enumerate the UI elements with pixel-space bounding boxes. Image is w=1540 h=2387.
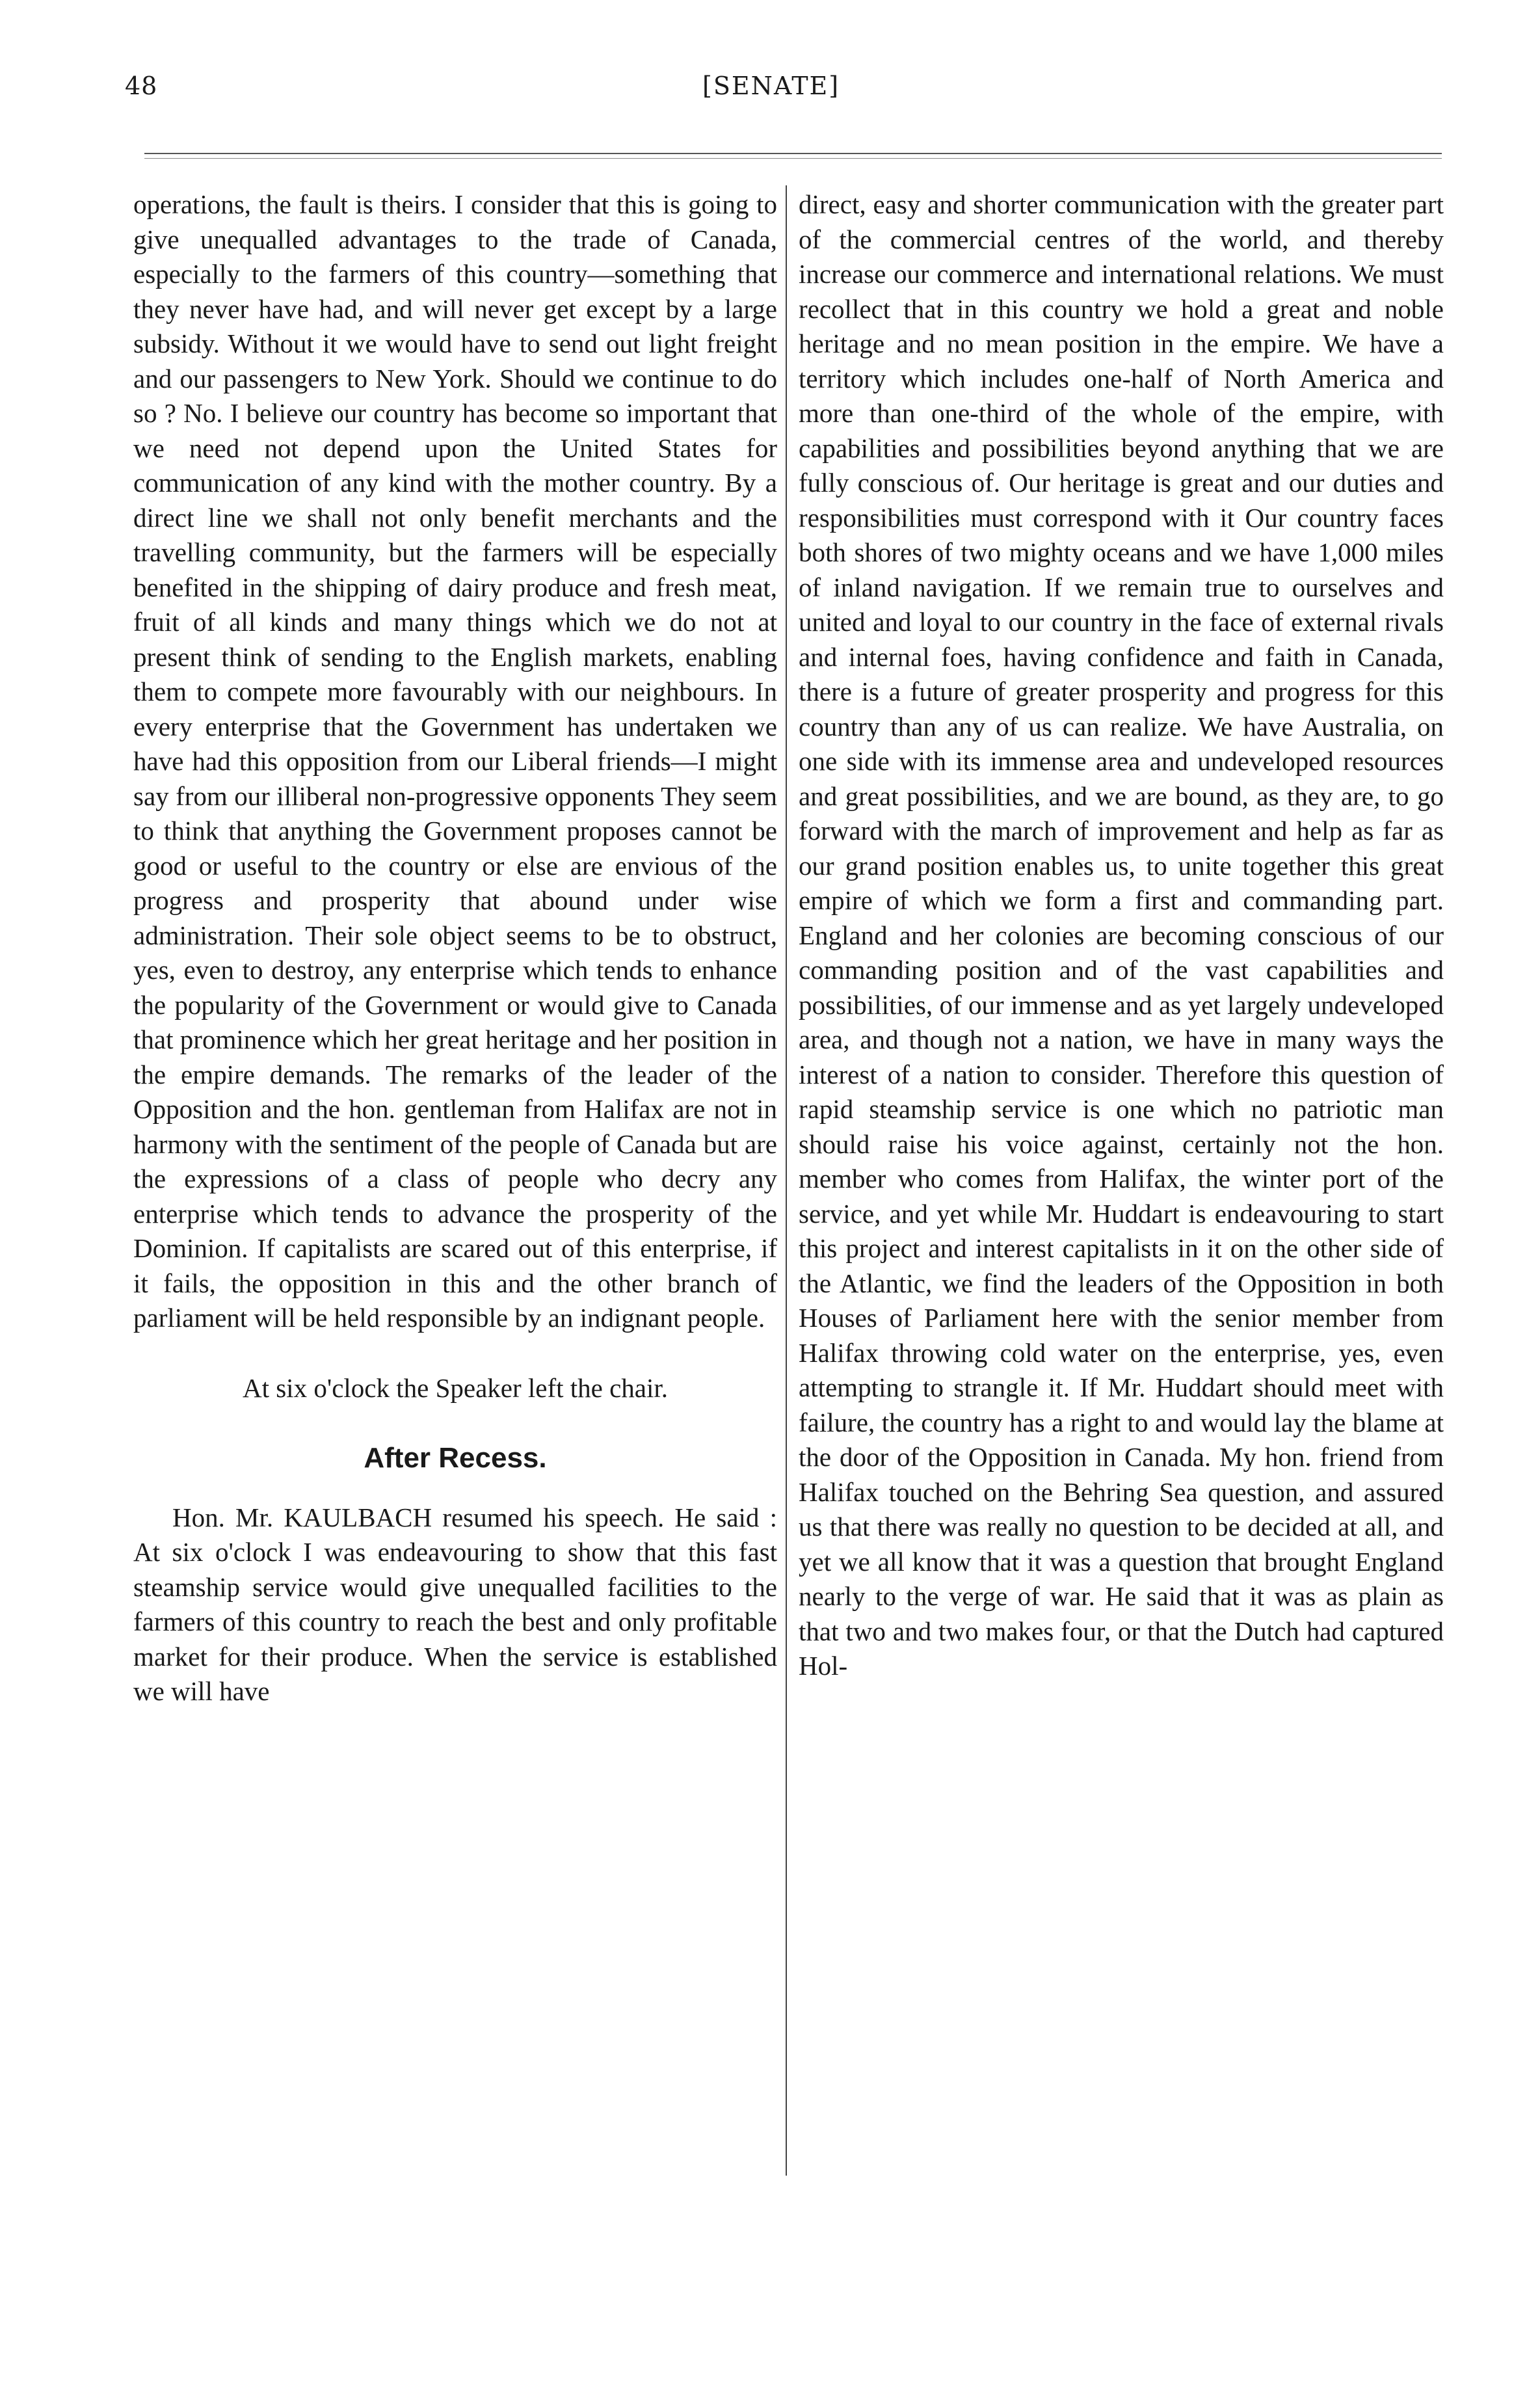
page-header (0, 72, 1540, 111)
left-column (133, 187, 777, 1709)
header-rule (144, 153, 1442, 154)
running-title: [SENATE] (702, 72, 840, 100)
left-paragraph-1: operations, the fault is theirs. I consider that this is going to give unequalled advantages to the trade of Canada, especially to the farmers of this country—something that they never have had, and will never get except by a large subsidy. Without it we would have to send out light freight and our passengers to New York. Should we continue to do so ? No. I believe our country has become so important that we need not depend upon the United States for communication of any kind with the mother country. By a direct line we shall not only benefit merchants and the travelling community, but the farmers will be especially benefited in the shipping of dairy produce and fresh meat, fruit of all kinds and many things which we do not at present think of sending to the English markets, enabling them to compete more favourably with our neighbours. In every enterprise that the Government has undertaken we have had this opposition from our Liberal friends—I might say from our illiberal non-progressive opponents They seem to think that anything the Government proposes cannot be good or useful to the country or else are envious of the progress and prosperity that abound under wise administration. Their sole object seems to be to obstruct, yes, even to destroy, any enterprise which tends to enhance the popularity of the Government or would give to Canada that prominence which her great heritage and her position in the empire demands. The remarks of the leader of the Opposition and the hon. gentleman from Halifax are not in harmony with the sentiment of the people of Canada but are the expressions of a class of people who decry any enterprise which tends to advance the prosperity of the Dominion. If capitalists are scared out of this enterprise, if it fails, the opposition in this and the other branch of parliament will be held responsible by an indignant people. (133, 189, 777, 1333)
right-column (799, 187, 1444, 1684)
header-rule-secondary (144, 158, 1442, 159)
column-divider (786, 185, 787, 2176)
right-paragraph-1: direct, easy and shorter communication with the greater part of the commercial centres of the world, and thereby increase our commerce and international relations. We must recollect that in this country we hold a great and noble heritage and no mean position in the empire. We have a territory which includes one-half of North America and more than one-third of the whole of the empire, with capabilities and possibilities beyond anything that we are fully conscious of. Our heritage is great and our duties and responsibilities must correspond with it Our country faces both shores of two mighty oceans and we have 1,000 miles of inland navigation. If we remain true to ourselves and united and loyal to our country in the face of external rivals and internal foes, having confidence and faith in Canada, there is a future of greater prosperity and progress for this country than any of us can realize. We have Australia, on one side with its immense area and undeveloped resources and great possibilities, and we are bound, as they are, to go forward with the march of improvement and help as far as our grand position enables us, to unite together this great empire of which we form a first and commanding part. England and her colonies are becoming conscious of our commanding position and of the vast capabilities and possibilities, of our immense and as yet largely undeveloped area, and though not a nation, we have in many ways the interest of a nation to consider. Therefore this question of rapid steamship service is one which no patriotic man should raise his voice against, certainly not the hon. member who comes from Halifax, the winter port of the service, and yet while Mr. Huddart is endeavouring to start this project and interest capitalists in it on the other side of the Atlantic, we find the leaders of the Opposition in both Houses of Parliament here with the senior member from Halifax throwing cold water on the enterprise, yes, even attempting to strangle it. If Mr. Huddart should meet with failure, the country has a right to and would lay the blame at the door of the Opposition in Canada. My hon. friend from Halifax touched on the Behring Sea question, and assured us that there was really no question to be decided at all, and yet we all know that it was a question that brought England nearly to the verge of war. He said that it was as plain as that two and two makes four, or that the Dutch had captured Hol- (799, 189, 1444, 1681)
recess-note: At six o'clock the Speaker left the chair. (242, 1372, 669, 1403)
page-number: 48 (125, 72, 158, 100)
section-heading: After Recess. (364, 1442, 547, 1474)
left-paragraph-2: Hon. Mr. KAULBACH resumed his speech. He said : At six o'clock I was endeavouring to show that this fast steamship service would give unequalled facilities to the farmers of this country to reach the best and only profitable market for their produce. When the service is established we will have (133, 1502, 777, 1706)
